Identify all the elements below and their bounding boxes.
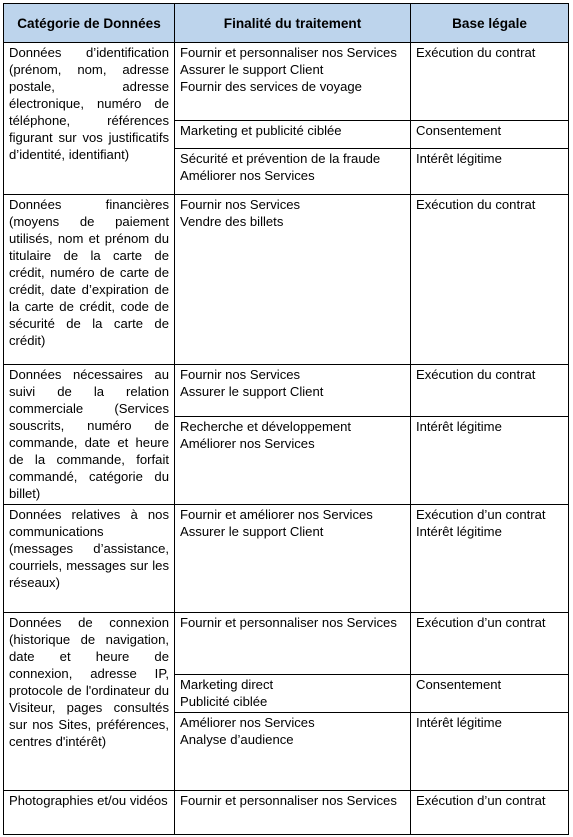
purpose-cell: [175, 195, 411, 365]
header-legal-basis: Base légale: [411, 4, 569, 43]
legal-basis-line: Intérêt légitime: [416, 524, 502, 539]
table-row: [4, 195, 569, 365]
table-header-row: [4, 4, 569, 43]
purpose-cell: [175, 505, 411, 613]
purpose-line: Améliorer nos Services: [180, 715, 315, 730]
purpose-cell: [175, 713, 411, 791]
purpose-line: Marketing direct: [180, 677, 274, 692]
table-row: [4, 43, 569, 121]
legal-basis-cell: [411, 149, 569, 195]
table-row: [4, 365, 569, 417]
category-cell: Données nécessaires au suivi de la relation commerciale (Services souscrits, numéro de commande, date et heure de la commande, forfait commandé, catégorie du billet): [4, 365, 175, 505]
legal-basis-cell: [411, 121, 569, 149]
purpose-line: Assurer le support Client: [180, 384, 324, 399]
legal-basis-cell: [411, 505, 569, 613]
purpose-line: Marketing et publicité ciblée: [180, 123, 342, 138]
legal-basis-line: Intérêt légitime: [416, 151, 502, 166]
legal-basis-cell: [411, 675, 569, 713]
legal-basis-line: Consentement: [416, 123, 502, 138]
legal-basis-line: Exécution du contrat: [416, 45, 536, 60]
purpose-cell: [175, 613, 411, 675]
legal-basis-cell: [411, 195, 569, 365]
table-row: [4, 505, 569, 613]
purpose-line: Fournir nos Services: [180, 197, 301, 212]
purpose-line: Recherche et développement: [180, 419, 352, 435]
purpose-cell: [175, 149, 411, 195]
purpose-cell: [175, 675, 411, 713]
legal-basis-cell: [411, 713, 569, 791]
legal-basis-cell: [411, 613, 569, 675]
category-cell: Données de connexion (historique de navigation, date et heure de connexion, adresse IP, protocole de l'ordinateur du Visiteur, pages consultés sur nos Sites, préférences, centres d'intérêt): [4, 613, 175, 791]
header-purpose: Finalité du traitement: [175, 4, 411, 43]
purpose-cell: [175, 121, 411, 149]
legal-basis-line: Exécution du contrat: [416, 367, 536, 382]
purpose-line: Améliorer nos Services: [180, 436, 315, 452]
data-processing-table: [3, 3, 569, 835]
category-cell: Photographies et/ou vidéos: [4, 791, 175, 835]
category-cell: Données financières (moyens de paiement utilisés, nom et prénom du titulaire de la carte de crédit, numéro de carte de crédit, date d’expiration de la carte de crédit, code de sécurité de la carte de crédit): [4, 195, 175, 365]
purpose-cell: [175, 365, 411, 417]
purpose-line: Fournir et personnaliser nos Services: [180, 793, 397, 808]
purpose-cell: [175, 791, 411, 835]
legal-basis-cell: [411, 43, 569, 121]
legal-basis-line: Exécution d’un contrat: [416, 507, 546, 522]
legal-basis-line: Intérêt légitime: [416, 715, 502, 730]
purpose-line: Publicité ciblée: [180, 694, 268, 709]
legal-basis-line: Exécution du contrat: [416, 197, 536, 212]
purpose-line: Vendre des billets: [180, 214, 284, 229]
purpose-line: Améliorer nos Services: [180, 168, 315, 183]
purpose-line: Fournir et personnaliser nos Services: [180, 615, 397, 630]
purpose-line: Fournir et améliorer nos Services: [180, 507, 373, 522]
category-cell: Données d’identification (prénom, nom, adresse postale, adresse électronique, numéro de téléphone, références figurant sur vos justificatifs d’identité, identifiant): [4, 43, 175, 195]
legal-basis-line: Consentement: [416, 677, 502, 692]
legal-basis-cell: [411, 417, 569, 505]
header-category: Catégorie de Données: [4, 4, 175, 43]
purpose-line: Fournir et personnaliser nos Services: [180, 45, 397, 60]
purpose-line: Fournir nos Services: [180, 367, 301, 382]
purpose-line: Sécurité et prévention de la fraude: [180, 151, 381, 166]
purpose-line: Assurer le support Client: [180, 524, 324, 539]
category-cell: Données relatives à nos communications (messages d’assistance, courriels, messages sur les réseaux): [4, 505, 175, 613]
legal-basis-line: Exécution d’un contrat: [416, 793, 546, 808]
legal-basis-cell: [411, 365, 569, 417]
table-row: [4, 613, 569, 675]
table-row: [4, 791, 569, 835]
purpose-line: Assurer le support Client: [180, 62, 324, 77]
legal-basis-line: Intérêt légitime: [416, 419, 502, 435]
purpose-cell: [175, 43, 411, 121]
legal-basis-cell: [411, 791, 569, 835]
purpose-line: Analyse d’audience: [180, 732, 294, 747]
purpose-line: Fournir des services de voyage: [180, 79, 362, 94]
purpose-cell: [175, 417, 411, 505]
legal-basis-line: Exécution d’un contrat: [416, 615, 546, 630]
